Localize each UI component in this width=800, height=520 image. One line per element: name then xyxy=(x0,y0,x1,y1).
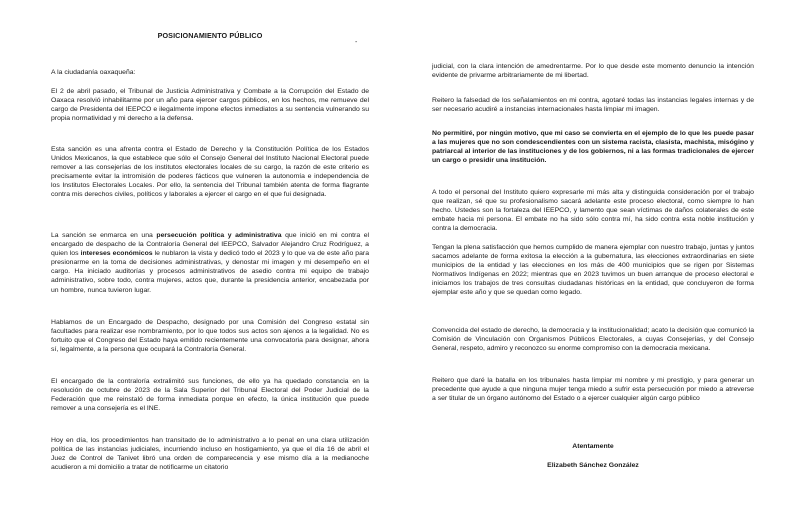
paragraph-10: A todo el personal del Instituto quiero expresarle mi más alta y distinguida consideración por el trabajo que realizan, sé que su profesionalismo sacará adelante este proceso electoral, como siempre lo han hecho. Ustedes son la fortaleza del IEEPCO, y lamento que sean víctimas de daños colaterales de este embate hacia mi persona. El embate no ha sido sólo contra mí, ha sido contra esta noble institución y contra la democracia. xyxy=(432,189,754,233)
bold-statement: No permitiré, por ningún motivo, que mi caso se convierta en el ejemplo de lo que les puede pasar a las mujeres que no son condescendientes con un sistema racista, clasista, machista, misógino y patriarcal al interior de las instituciones y de los gobiernos, ni a las formas tradicionales de ejercer un cargo o presidir una institución. xyxy=(432,130,754,165)
paragraph-8: Reitero la falsedad de los señalamientos en mi contra, agotaré todas las instancias legales internas y de ser necesario acudiré a instancias internacionales hasta limpiar mi imagen. xyxy=(432,97,754,114)
paragraph-2: Esta sanción es una afrenta contra el Estado de Derecho y la Constitución Política de los Estados Unidos Mexicanos, la que establece que sólo el Consejo General del Instituto Nacional Electoral puede remover a las consejerías de los institutos electorales locales de su cargo, la razón de este criterio es precisamente evitar la intromisión de poderes fácticos que vulneren la autonomía e independencia de los Institutos Electorales Locales. Por ello, la sentencia del Tribunal también atenta de forma flagrante contra mis derechos civiles, políticos y laborales a ejercer el cargo en el que fui designada. xyxy=(51,146,369,199)
paragraph-11: Tengan la plena satisfacción que hemos cumplido de manera ejemplar con nuestro trabajo, juntas y juntos sacamos adelante de forma exitosa la elección a la gubernatura, las elecciones extraordinarias en siete municipios de la entidad y las elecciones en los más de 400 municipios que se rigen por Sistemas Normativos Indígenas en 2022; mientras que en 2023 tuvimos un buen arranque de proceso electoral e iniciamos los trabajos de tres consultas ciudadanas históricas en la entidad, que concluyeron de forma ejemplar este año y que se quedan como legado. xyxy=(432,244,754,297)
paragraph-5: El encargado de la contraloría extralimitó sus funciones, de ello ya ha quedado constancia en la resolución de octubre de 2023 de la Sala Superior del Tribunal Electoral del Poder Judicial de la Federación que me reinstaló de forma inmediata porque en efecto, la única institución que puede remover a una consejería es el INE. xyxy=(51,378,369,413)
paragraph-4: Hablamos de un Encargado de Despacho, designado por una Comisión del Congreso estatal sin facultades para realizar ese nombramiento, por lo que todos sus actos son ajenos a la legalidad. No es fortuito que el Congreso del Estado haya emitido recientemente una convocatoria para designar, ahora sí, legalmente, a la persona que ocupará la Contraloría General. xyxy=(51,319,369,354)
paragraph-3 xyxy=(51,231,369,295)
paragraph-3-part-a: La sanción se enmarca en una xyxy=(51,232,157,239)
paragraph-12: Convencida del estado de derecho, la democracia y la institucionalidad; acato la decisión que comunicó la Comisión de Vinculación con Organismos Públicos Electorales, a cuyas Consejerías, y del Consejo General, respeto, admiro y reconozco su enorme compromiso con la democracia mexicana. xyxy=(432,327,754,353)
greeting: A la ciudadanía oaxaqueña: xyxy=(51,69,136,76)
paragraph-3-part-e: le nublaron la vista y dedicó todo el 2023 y lo que va de este año para presionarme en la toma de decisiones administrativas, y denostar mi imagen y mi desempeño en el cargo. Ha iniciado auditorías y procesos administrativos de asedio contra mi equipo de trabajo administrativo, sobre todo, contra mujeres, actos que, durante la presidencia anterior, encabezada por un hombre, nunca tuvieron lugar. xyxy=(51,250,370,294)
stray-mark: - xyxy=(355,39,358,46)
paragraph-3-part-c: que inició en mi contra el encargado de despacho de la Contraloría General del IEEPCO, Salvador Alejandro Cruz Rodríguez, a quien los xyxy=(51,232,370,258)
paragraph-6: Hoy en día, los procedimientos han transitado de lo administrativo a lo penal en una clara utilización política de las instancias judiciales, incurriendo incluso en hostigamiento, ya que el día 16 de abril el Juez de Control de Tanivet libró una orden de comparecencia y ese mismo día a la medianoche acudieron a mi domicilio a tratar de notificarme un citatorio xyxy=(51,437,369,472)
document-title: POSICIONAMIENTO PÚBLICO xyxy=(157,31,263,40)
paragraph-13: Reitero que daré la batalla en los tribunales hasta limpiar mi nombre y mi prestigio, y para generar un precedente que ayude a que ninguna mujer tenga miedo a sufrir esta persecución por miedo a atreverse a ser titular de un órgano autónomo del Estado o a ejercer cualquier algún cargo público xyxy=(432,377,754,403)
economic-interests-emphasis: intereses económicos xyxy=(80,250,153,258)
paragraph-9 xyxy=(432,129,754,165)
paragraph-7: judicial, con la clara intención de amedrentarme. Por lo que desde este momento denuncio la intención evidente de privarme arbitrariamente de mi libertad. xyxy=(432,63,754,80)
closing: Atentamente xyxy=(572,443,614,450)
persecution-emphasis: persecución política y administrativa xyxy=(156,232,282,239)
paragraph-1: El 2 de abril pasado, el Tribunal de Justicia Administrativa y Combate a la Corrupción del Estado de Oaxaca resolvió inhabilitarme por un año para ejercer cargos públicos, en los hechos, me remueve del cargo de Presidenta del IEEPCO e ilegalmente impone efectos inmediatos a su sentencia vulnerando su propia normatividad y mi derecho a la defensa. xyxy=(51,88,369,123)
signature: Elizabeth Sánchez González xyxy=(547,462,639,469)
